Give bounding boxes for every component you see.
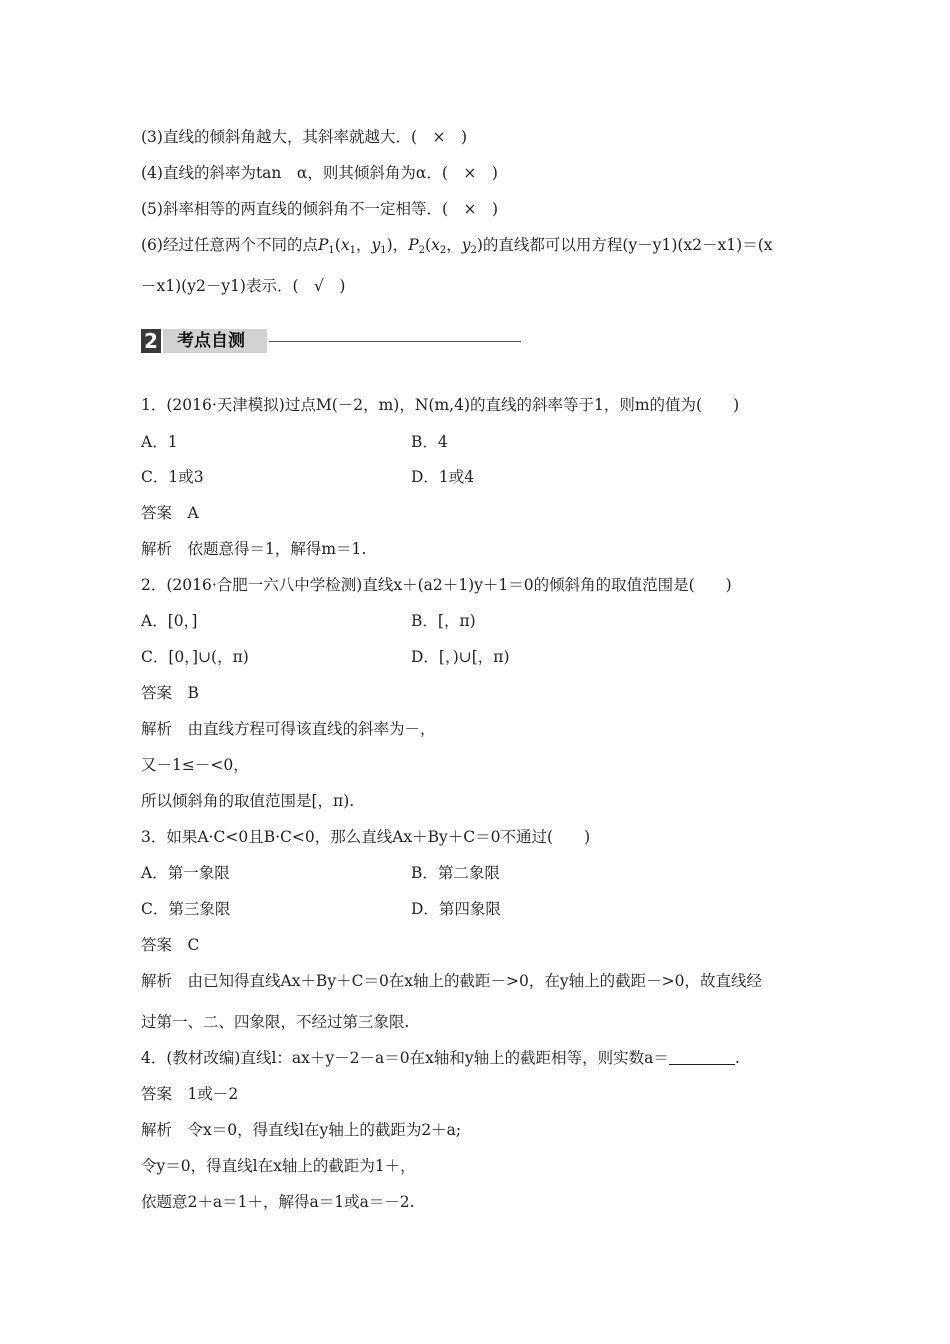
var: y bbox=[461, 236, 471, 254]
q1-option-c: C．1或3 bbox=[141, 468, 204, 486]
q3-answer: 答案 C bbox=[141, 936, 200, 954]
q2-answer: 答案 B bbox=[141, 684, 199, 702]
section-header bbox=[141, 329, 521, 353]
answer-blank bbox=[669, 1050, 735, 1065]
var: y bbox=[371, 236, 381, 254]
q3-option-a: A．第一象限 bbox=[141, 864, 230, 882]
sub: 2 bbox=[439, 245, 447, 256]
sub: 1 bbox=[328, 245, 335, 256]
judgment-6-text2: 的直线都可以用方程 bbox=[482, 236, 623, 254]
judgment-6-equation: (y－y1)(x2－x1)＝(x bbox=[622, 236, 773, 254]
section-number: 2 bbox=[141, 329, 161, 353]
q2-option-d: D．[，)∪[，π) bbox=[411, 648, 510, 666]
sub: 2 bbox=[470, 245, 477, 256]
q3-stem: 3．如果A·C<0且B·C<0，那么直线Ax＋By＋C＝0不通过( ) bbox=[141, 828, 591, 846]
q1-option-a: A．1 bbox=[141, 433, 178, 451]
var: x bbox=[431, 236, 440, 254]
judgment-4: (4)直线的斜率为tan α，则其倾斜角为α．( × ) bbox=[141, 164, 498, 182]
sub: 1 bbox=[349, 245, 356, 256]
q2-option-c: C．[0，]∪(，π) bbox=[141, 648, 249, 666]
q2-option-a: A．[0，] bbox=[141, 612, 198, 630]
q1-stem: 1．(2016·天津模拟)过点M(－2，m)，N(m,4)的直线的斜率等于1，则m的值为( ) bbox=[141, 396, 740, 414]
q1-option-d: D．1或4 bbox=[411, 468, 475, 486]
q3-option-d: D．第四象限 bbox=[411, 900, 501, 918]
q2-analysis-3: 所以倾斜角的取值范围是[，π). bbox=[141, 792, 355, 810]
q4-answer: 答案 1或－2 bbox=[141, 1085, 239, 1103]
judgment-5: (5)斜率相等的两直线的倾斜角不一定相等．( × ) bbox=[141, 200, 499, 218]
q2-analysis-2: 又－1≤－<0， bbox=[141, 756, 249, 774]
section-title: 考点自测 bbox=[177, 331, 245, 351]
point-p1: P bbox=[317, 236, 329, 254]
sub: 2 bbox=[418, 245, 425, 256]
point-p2: P bbox=[408, 236, 419, 254]
q2-stem: 2．(2016·合肥一六八中学检测)直线x＋(a2＋1)y＋1＝0的倾斜角的取值范围是( ) bbox=[141, 576, 732, 594]
q4-stem-text: 4．(教材改编)直线l：ax＋y－2－a＝0在x轴和y轴上的截距相等，则实数a＝ bbox=[141, 1049, 669, 1067]
q2-analysis-1: 解析 由直线方程可得该直线的斜率为－， bbox=[141, 720, 436, 738]
var: x bbox=[340, 236, 350, 254]
judgment-6-line2: －x1)(y2－y1)表示．( √ ) bbox=[141, 277, 346, 295]
q1-answer: 答案 A bbox=[141, 504, 199, 522]
q1-analysis: 解析 依题意得＝1，解得m＝1. bbox=[141, 540, 367, 558]
judgment-6-line1: (6)经过任意两个不同的点$P_1(x_1$，$y_1$)，$P_2(x_2$，$y_2$)的直线都可以用方程(y－y1)(x2－x1)＝(x bbox=[141, 236, 773, 256]
q4-analysis-3: 依题意2＋a＝1＋，解得a＝1或a＝－2. bbox=[141, 1193, 415, 1211]
judgment-6-text: (6)经过任意两个不同的点 bbox=[141, 236, 318, 254]
q3-analysis-1: 解析 由已知得直线Ax＋By＋C＝0在x轴上的截距－>0，在y轴上的截距－>0，故直线经 bbox=[141, 972, 763, 990]
judgment-3: (3)直线的倾斜角越大，其斜率就越大．( × ) bbox=[141, 128, 468, 146]
q4-stem bbox=[141, 1048, 740, 1068]
q1-option-b: B．4 bbox=[411, 433, 448, 451]
q3-option-b: B．第二象限 bbox=[411, 864, 500, 882]
q4-stem-end: . bbox=[734, 1049, 740, 1067]
q3-option-c: C．第三象限 bbox=[141, 900, 231, 918]
sub: 1 bbox=[380, 245, 387, 256]
q4-analysis-2: 令y＝0，得直线l在x轴上的截距为1＋， bbox=[141, 1157, 416, 1175]
q2-option-b: B．[，π) bbox=[411, 612, 476, 630]
section-rule bbox=[269, 341, 521, 342]
q3-analysis-2: 过第一、二、四象限，不经过第三象限. bbox=[141, 1013, 410, 1031]
q4-analysis-1: 解析 令x＝0，得直线l在y轴上的截距为2＋a; bbox=[141, 1121, 462, 1139]
